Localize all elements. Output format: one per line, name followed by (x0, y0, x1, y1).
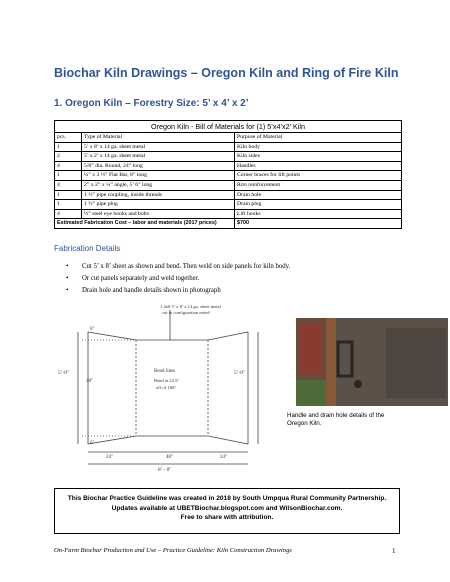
list-item (66, 286, 386, 295)
table-header-row (55, 133, 402, 143)
cell-pcs: 1 (55, 142, 82, 152)
cell-purpose: Kiln body (235, 142, 402, 152)
cell-purpose: Drain plug (235, 200, 402, 210)
bullet-text: Cut 5’ x 8’ sheet as shown and bend. Then weld on side panels for kiln body. (82, 263, 291, 270)
table-row (55, 209, 402, 219)
cell-purpose: Corner braces for lift points (235, 171, 402, 181)
document-title: Biochar Kiln Drawings – Oregon Kiln and Ring of Fire Kiln (54, 66, 399, 80)
sketch-bend-label: Bend lines (154, 369, 176, 374)
table-row (55, 180, 402, 190)
cell-purpose: Lift hooks (235, 209, 402, 219)
section-heading: 1. Oregon Kiln – Forestry Size: 5’ x 4’ x 2’ (54, 98, 249, 109)
table-row (55, 142, 402, 152)
table-total-row (55, 219, 402, 229)
cell-material: 5’ x 2’ x 14 ga. sheet metal (82, 152, 235, 162)
photo-caption: Handle and drain hole details of the Oregon Kiln. (287, 412, 385, 427)
bullet-icon: • (66, 275, 69, 283)
cell-material: ¼” x 3 ½” Flat Bar, 8” long (82, 171, 235, 181)
header-pcs: pcs. (55, 133, 82, 143)
sketch-bend-angle: Bend at 22.5° (154, 378, 180, 383)
dim-right-total: 5’-0" (234, 370, 246, 376)
total-label: Estimated Fabrication Cost – labor and materials (2017 prices) (55, 219, 235, 229)
photo-rust-edge (326, 318, 336, 406)
cell-pcs: 1 (55, 171, 82, 181)
cell-pcs: 4 (55, 180, 82, 190)
bullet-text: Drain hole and handle details shown in photograph (82, 287, 221, 295)
dim-left-top: 6" (90, 327, 95, 332)
total-value: $700 (235, 219, 402, 229)
dim-left-total: 5’-0" (58, 370, 70, 376)
table-row (55, 171, 402, 181)
attribution-line-2: Updates available at UBETBiochar.blogspot.com and WilsonBiochar.com. (111, 504, 343, 512)
attribution-box (54, 488, 400, 534)
fabrication-heading: Fabrication Details (54, 244, 121, 253)
cell-pcs: 1 (55, 190, 82, 200)
cell-material: 5’ x 8’ x 14 ga. sheet metal (82, 142, 235, 152)
list-item (66, 262, 386, 271)
header-type: Type of Material (82, 133, 235, 143)
photo-door (300, 324, 322, 374)
cell-material: 2” x 2” x ¼” angle, 5’ 6” long (82, 180, 235, 190)
fabrication-bullet-list (66, 262, 386, 299)
dim-left-bottom: 6" (90, 441, 95, 446)
kiln-layout-sketch (58, 302, 274, 474)
page-footer: On-Farm Biochar Production and Use – Practice Guideline: Kiln Construction Drawings (54, 547, 292, 554)
sketch-note-2: cut to configuration noted (162, 310, 210, 315)
cell-material: 1 ½” pipe plug (82, 200, 235, 210)
table-row (55, 161, 402, 171)
bullet-icon: • (66, 287, 69, 295)
bullet-icon: • (66, 263, 69, 270)
cell-material: ½” steel eye hooks and bolts (82, 209, 235, 219)
dim-bottom-mid: 48" (166, 455, 174, 460)
cell-purpose: Rim reinforcement (235, 180, 402, 190)
list-item (66, 274, 386, 283)
table-row (55, 200, 402, 210)
table-caption: Oregon Kiln - Bill of Materials for (1) 5’x4’x2’ Kiln (55, 121, 402, 133)
bullet-text: Or cut panels separately and weld together. (82, 275, 200, 283)
sketch-note-1: 1 4x8 5’ x 8’ x 14 ga. sheet metal (160, 304, 221, 309)
kiln-photo (296, 318, 448, 406)
cell-purpose: Drain hole (235, 190, 402, 200)
cell-purpose: Handles (235, 161, 402, 171)
attribution-line-3: Free to share with attribution. (180, 514, 274, 521)
cell-material: 5/8” dia. Round, 24” long (82, 161, 235, 171)
cell-purpose: Kiln sides (235, 152, 402, 162)
dim-left-mid: 48" (86, 379, 94, 384)
cell-pcs: 1 (55, 200, 82, 210)
attribution-line-1: This Biochar Practice Guideline was created in 2018 by South Umpqua Rural Community Partnership. (67, 495, 387, 502)
header-purpose: Purpose of Material (235, 133, 402, 143)
sketch-bend-offset: off of 180° (156, 385, 177, 390)
dim-bottom-right: 24" (220, 455, 228, 460)
cell-material: 1 ½” pipe coupling, inside threads (82, 190, 235, 200)
dim-total: 8’ - 0" (158, 467, 172, 473)
table-row (55, 152, 402, 162)
photo-kiln-shadow (386, 328, 446, 398)
photo-drain-hole (354, 380, 362, 388)
table-row (55, 190, 402, 200)
cell-pcs: 4 (55, 209, 82, 219)
cell-pcs: 4 (55, 161, 82, 171)
dim-bottom-left: 24" (106, 455, 114, 460)
bill-of-materials-table (54, 120, 402, 229)
cell-pcs: 2 (55, 152, 82, 162)
page-number: 1 (392, 547, 396, 555)
